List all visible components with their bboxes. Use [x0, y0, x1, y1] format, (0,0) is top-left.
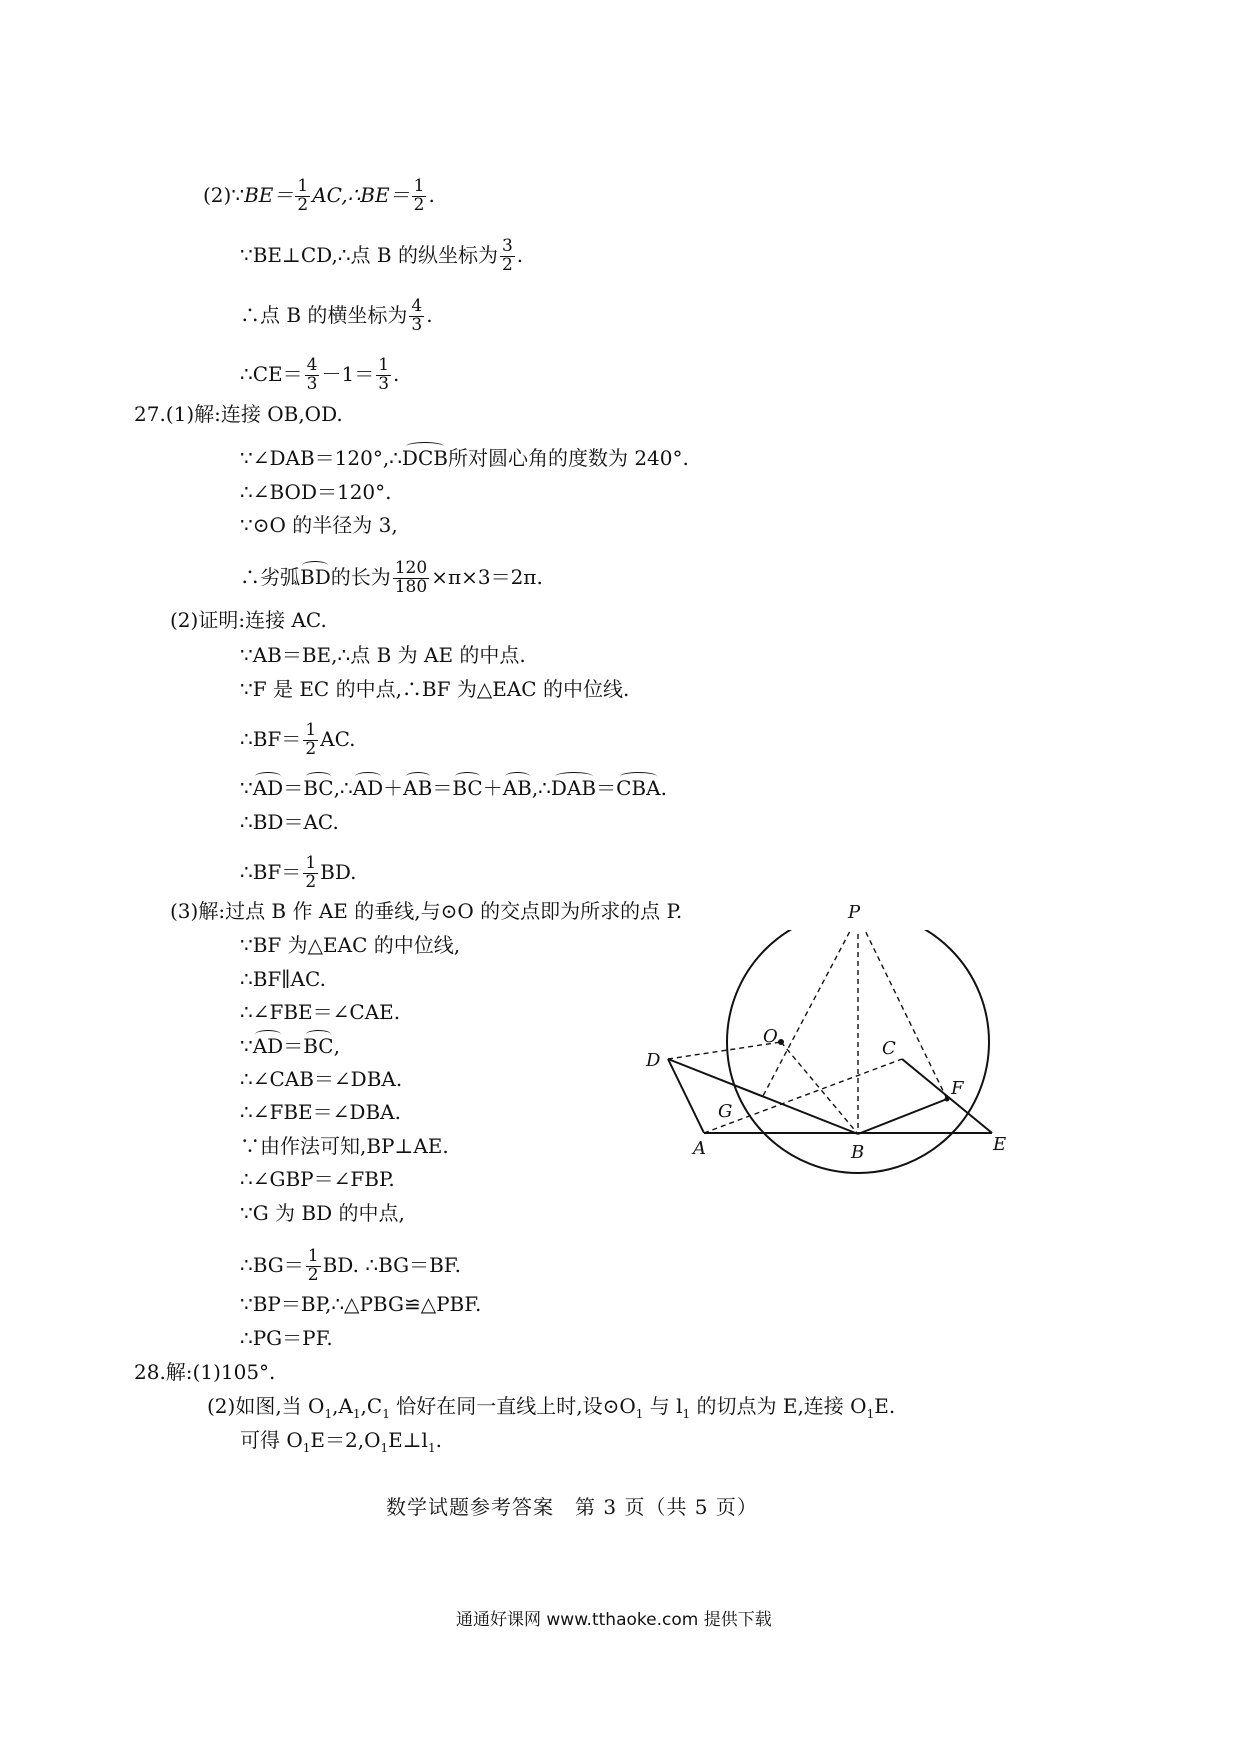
- q27-3-line-9: ∴∠GBP＝∠FBP.: [240, 1167, 395, 1191]
- label-f: F: [951, 1078, 964, 1099]
- arc-dcb: DCB: [401, 446, 448, 470]
- q27-1-line-5: ∴劣弧BD的长为 $\frac{120}{180}$ ×π×3＝2π.: [240, 558, 543, 597]
- arc-ad: AD: [252, 776, 284, 800]
- dashed-ac: [704, 1059, 902, 1133]
- segment-db: [668, 1059, 858, 1134]
- arc-bc: BC: [452, 776, 483, 800]
- arc-ad: AD: [352, 776, 384, 800]
- q28-line-2: (2)如图,当 $O_1,A_1,C_1$ 恰好在同一直线上时,设$⊙O_1$ 与 $l_1$ 的切点为 E,连接 $O_1E$.: [207, 1394, 896, 1421]
- download-credit: 通通好课网 www.tthaoke.com 提供下载: [456, 1610, 772, 1630]
- arc-bd: BD: [300, 564, 331, 589]
- q27-2-line-3: ∵F 是 EC 的中点,∴BF 为△EAC 的中位线.: [240, 677, 630, 701]
- q27-3-line-10: ∵G 为 BD 的中点,: [240, 1201, 405, 1225]
- dashed-ob: [781, 1042, 858, 1134]
- q27-2-line-5: ∵AD＝BC,∴AD＋AB＝BC＋AB,∴DAB＝CBA.: [240, 776, 667, 800]
- q27-2-line-4: ∴BF＝ $\frac{1}{2}$ AC.: [240, 720, 356, 759]
- q27-2-heading: (2)证明:连接 AC.: [170, 608, 327, 632]
- label-c: C: [882, 1038, 896, 1059]
- dashed-pg: [763, 930, 858, 1096]
- q27-3-line-8: ∵由作法可知,BP⊥AE.: [240, 1134, 449, 1158]
- fraction: $\frac{4}{3}$: [306, 355, 318, 394]
- arc-ab: AB: [502, 776, 532, 800]
- fraction: $\frac{3}{2}$: [501, 236, 513, 275]
- q26-line-1: (2)∵BE＝ $\frac{1}{2}$ AC,∴BE＝ $\frac{1}{2}$ .: [203, 176, 435, 215]
- q27-3-line-5: ∵AD＝BC,: [240, 1034, 340, 1058]
- arc-dab: DAB: [550, 776, 597, 800]
- arc-bc: BC: [303, 776, 334, 800]
- fraction: $\frac{4}{3}$: [411, 296, 423, 335]
- q27-3-heading: (3)解:过点 B 作 AE 的垂线,与⊙O 的交点即为所求的点 P.: [170, 899, 683, 923]
- fraction: $\frac{1}{2}$: [297, 176, 309, 215]
- q27-1-line-4: ∵⊙O 的半径为 3,: [240, 513, 398, 537]
- q27-heading: 27.(1)解:连接 OB,OD.: [134, 402, 343, 426]
- q27-3-line-6: ∴∠CAB＝∠DBA.: [240, 1067, 403, 1091]
- q27-3-line-11: ∴BG＝ $\frac{1}{2}$ BD. ∴BG＝BF.: [240, 1246, 461, 1285]
- q26-line-3: ∴点 B 的横坐标为 $\frac{4}{3}$ .: [240, 296, 433, 335]
- arc-ab: AB: [403, 776, 433, 800]
- label-e: E: [993, 1134, 1007, 1155]
- label-a: A: [693, 1138, 706, 1159]
- q27-2-line-7: ∴BF＝ $\frac{1}{2}$ BD.: [240, 853, 357, 892]
- label-b: B: [851, 1142, 865, 1163]
- q27-3-line-7: ∴∠FBE＝∠DBA.: [240, 1100, 401, 1124]
- fraction: $\frac{1}{3}$: [378, 355, 390, 394]
- dashed-pf: [858, 930, 947, 1099]
- q27-2-line-2: ∵AB＝BE,∴点 B 为 AE 的中点.: [240, 643, 526, 667]
- fraction: $\frac{1}{2}$: [413, 176, 425, 215]
- q27-2-line-6: ∴BD＝AC.: [240, 810, 339, 834]
- page-footer: 数学试题参考答案 第 3 页（共 5 页）: [386, 1495, 758, 1519]
- segment-bf: [858, 1099, 947, 1134]
- arc-ad: AD: [252, 1034, 284, 1058]
- label-g: G: [718, 1101, 733, 1122]
- q28-line-3: 可得 $O_1E=2,O_1E\perp l_1$.: [240, 1428, 442, 1455]
- fraction: $\frac{1}{2}$: [305, 720, 317, 759]
- label-d: D: [646, 1050, 661, 1071]
- q27-3-line-12: ∵BP＝BP,∴△PBG≌△PBF.: [240, 1292, 482, 1316]
- arc-bc: BC: [303, 1034, 334, 1058]
- q27-3-line-4: ∴∠FBE＝∠CAE.: [240, 1000, 401, 1024]
- label-o: O: [763, 1026, 778, 1047]
- fraction: $\frac{1}{2}$: [307, 1246, 319, 1285]
- q27-3-line-3: ∴BF∥AC.: [240, 967, 326, 991]
- q27-3-line-13: ∴PG＝PF.: [240, 1326, 333, 1350]
- q27-3-line-2: ∵BF 为△EAC 的中位线,: [240, 933, 461, 957]
- fraction: $\frac{120}{180}$: [394, 558, 428, 597]
- q27-1-line-3: ∴∠BOD＝120°.: [240, 480, 392, 504]
- label-p: P: [848, 902, 861, 923]
- fraction: $\frac{1}{2}$: [305, 853, 317, 892]
- point-f: [945, 1097, 950, 1102]
- q26-line-4: ∴CE＝ $\frac{4}{3}$ －1＝ $\frac{1}{3}$ .: [240, 355, 400, 394]
- center-point: [778, 1039, 784, 1045]
- arc-cba: CBA: [616, 776, 661, 800]
- q26-line-2: ∵BE⊥CD,∴点 B 的纵坐标为 $\frac{3}{2}$ .: [240, 236, 524, 275]
- segment-ce: [902, 1059, 992, 1133]
- q28-heading: 28.解:(1)105°.: [134, 1360, 276, 1384]
- q27-1-line-2: ∵∠DAB＝120°,∴DCB所对圆心角的度数为 240°.: [240, 446, 689, 470]
